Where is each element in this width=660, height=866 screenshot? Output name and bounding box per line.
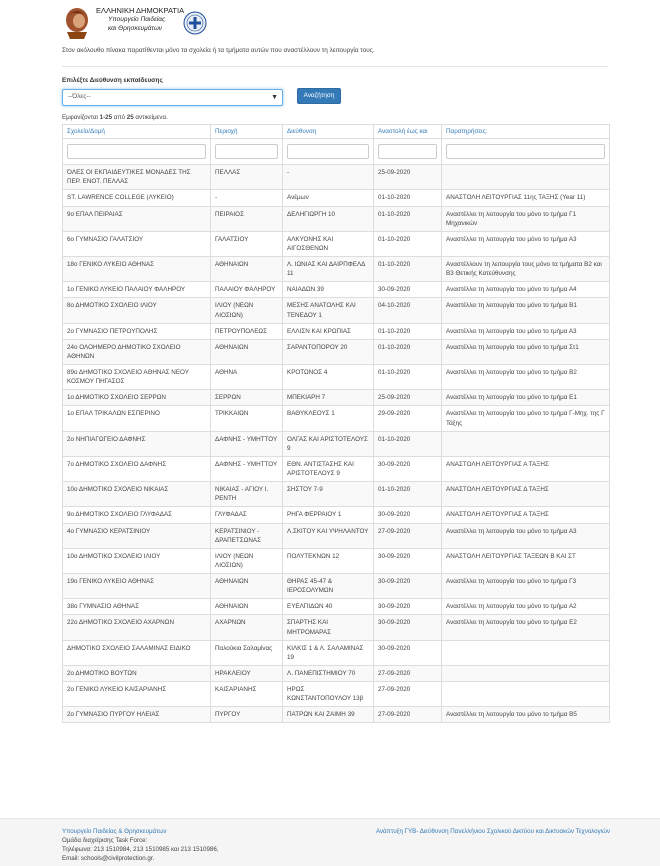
cell-suspension-date: 01-10-2020 xyxy=(374,206,442,231)
cell-notes xyxy=(442,665,610,681)
cell-suspension-date: 30-09-2020 xyxy=(374,507,442,523)
cell-address: ΕΛΛΙΣΝ ΚΑΙ ΚΡΩΠΙΑΣ xyxy=(283,323,374,339)
cell-school: 10ο ΔΗΜΟΤΙΚΟ ΣΧΟΛΕΙΟ ΝΙΚΑΙΑΣ xyxy=(63,482,211,507)
cell-suspension-date: 01-10-2020 xyxy=(374,190,442,206)
table-row xyxy=(63,574,610,599)
column-header-area[interactable]: Περιοχή xyxy=(211,125,283,139)
cell-school: 2ο ΝΗΠΙΑΓΩΓΕΙΟ ΔΑΦΝΗΣ xyxy=(63,431,211,456)
cell-suspension-date: 30-09-2020 xyxy=(374,615,442,640)
cell-suspension-date: 01-10-2020 xyxy=(374,482,442,507)
cell-address: ΜΕΣΗΣ ΑΝΑΤΟΛΗΣ ΚΑΙ ΤΕΝΕΔΟΥ 1 xyxy=(283,298,374,323)
cell-suspension-date: 27-09-2020 xyxy=(374,523,442,548)
cell-address: ΑΛΚΥΟΝΗΣ ΚΑΙ ΑΙΓΟΣΘΕΝΩΝ xyxy=(283,231,374,256)
cell-suspension-date: 30-09-2020 xyxy=(374,599,442,615)
cell-address: Ανέμων xyxy=(283,190,374,206)
cell-address: ΗΡΩΣ ΚΩΝΣΤΑΝΤΟΠΟΥΛΟΥ 13β xyxy=(283,682,374,707)
cell-suspension-date: 25-09-2020 xyxy=(374,165,442,190)
table-row xyxy=(63,482,610,507)
filter-cell xyxy=(211,139,283,165)
cell-notes: Αναστέλλει τη λειτουργία του μόνο το τμήμα Στ1 xyxy=(442,339,610,364)
cell-school: 2ο ΓΕΝΙΚΟ ΛΥΚΕΙΟ ΚΑΙΣΑΡΙΑΝΗΣ xyxy=(63,682,211,707)
cell-notes xyxy=(442,682,610,707)
cell-school: 9ο ΔΗΜΟΤΙΚΟ ΣΧΟΛΕΙΟ ΓΛΥΦΑΔΑΣ xyxy=(63,507,211,523)
ministry-name xyxy=(96,6,184,34)
cell-suspension-date: 01-10-2020 xyxy=(374,231,442,256)
cell-notes: Αναστέλλει τη λειτουργία του μόνο το τμήμα Β2 xyxy=(442,365,610,390)
table-row xyxy=(63,257,610,282)
cell-area: ΠΕΤΡΟΥΠΟΛΕΩΣ xyxy=(211,323,283,339)
filter-address-input[interactable] xyxy=(287,144,369,159)
cell-area: ΙΛΙΟΥ (ΝΕΩΝ ΛΙΟΣΙΩΝ) xyxy=(211,298,283,323)
cell-school: ΌΛΕΣ ΟΙ ΕΚΠΑΙΔΕΥΤΙΚΕΣ ΜΟΝΑΔΕΣ ΤΗΣ ΠΕΡ. ΕΝΟΤ. ΠΕΛΛΑΣ xyxy=(63,165,211,190)
cell-suspension-date: 27-09-2020 xyxy=(374,682,442,707)
cell-address: Λ. ΙΩΝΙΑΣ ΚΑΙ ΔΑΙΡΠΦΕΛΔ 11 xyxy=(283,257,374,282)
cell-address: ΚΡΟΤΩΝΟΣ 4 xyxy=(283,365,374,390)
cell-school: 9ο ΕΠΑΛ ΠΕΙΡΑΙΑΣ xyxy=(63,206,211,231)
search-button[interactable]: Αναζήτηση xyxy=(297,88,341,104)
cell-school: 4ο ΓΥΜΝΑΣΙΟ ΚΕΡΑΤΣΙΝΙΟΥ xyxy=(63,523,211,548)
filter-area-input[interactable] xyxy=(215,144,278,159)
cell-area: ΠΥΡΓΟΥ xyxy=(211,707,283,723)
column-header-suspension-date[interactable]: Αναστολή έως και xyxy=(374,125,442,139)
table-row xyxy=(63,390,610,406)
table-row xyxy=(63,507,610,523)
cell-address: ΟΛΓΑΣ ΚΑΙ ΑΡΙΣΤΟΤΕΛΟΥΣ 9 xyxy=(283,431,374,456)
table-row xyxy=(63,523,610,548)
cell-notes: Αναστέλλει τη λειτουργία του μόνο το τμήμα Ε1 xyxy=(442,390,610,406)
site-header xyxy=(62,6,184,42)
cell-suspension-date: 30-09-2020 xyxy=(374,282,442,298)
cell-area: ΗΡΑΚΛΕΙΟΥ xyxy=(211,665,283,681)
divider xyxy=(62,66,608,67)
cell-notes: Αναστέλλει τη λειτουργία του μόνο το τμήμα Β5 xyxy=(442,707,610,723)
cell-notes xyxy=(442,640,610,665)
table-row xyxy=(63,548,610,573)
footer-email: Email: schools@civilprotection.gr. xyxy=(62,854,155,862)
cell-suspension-date: 01-10-2020 xyxy=(374,365,442,390)
filter-cell xyxy=(374,139,442,165)
cell-address: - xyxy=(283,165,374,190)
cell-area: ΔΑΦΝΗΣ - ΥΜΗΤΤΟΥ xyxy=(211,431,283,456)
table-row xyxy=(63,406,610,431)
cell-suspension-date: 27-09-2020 xyxy=(374,665,442,681)
cell-notes: ΑΝΑΣΤΟΛΗ ΛΕΙΤΟΥΡΓΙΑΣ 11ης ΤΑΞΗΣ (Year 11) xyxy=(442,190,610,206)
table-header-row xyxy=(63,125,610,139)
cell-address: ΝΑΙΑΔΩΝ 39 xyxy=(283,282,374,298)
cell-notes: Αναστέλλει τη λειτουργία του μόνο το τμήμα Α3 xyxy=(442,231,610,256)
table-row xyxy=(63,298,610,323)
results-summary: Εμφανίζονται 1-25 από 25 αντικείμενα. xyxy=(62,114,168,121)
cell-notes: Αναστέλλει τη λειτουργία του μόνο το τμήμα Β1 xyxy=(442,298,610,323)
table-row xyxy=(63,431,610,456)
cell-notes: ΑΝΑΣΤΟΛΗ ΛΕΙΤΟΥΡΓΙΑΣ Δ ΤΑΞΗΣ xyxy=(442,482,610,507)
directorate-selected-value: --Όλες-- xyxy=(68,93,91,100)
table-row xyxy=(63,707,610,723)
cell-area: ΙΛΙΟΥ (ΝΕΩΝ ΛΙΟΣΙΩΝ) xyxy=(211,548,283,573)
cell-area: ΚΕΡΑΤΣΙΝΙΟΥ - ΔΡΑΠΕΤΣΩΝΑΣ xyxy=(211,523,283,548)
cell-area: ΣΕΡΡΩΝ xyxy=(211,390,283,406)
cell-area: ΠΕΙΡΑΙΟΣ xyxy=(211,206,283,231)
table-row xyxy=(63,365,610,390)
table-row xyxy=(63,323,610,339)
directorate-label: Επιλέξτε Διεύθυνση εκπαίδευσης xyxy=(62,77,163,84)
cell-notes: Αναστέλλει τη λειτουργία του μόνο το τμήμα Α3 xyxy=(442,523,610,548)
cell-school: 1ο ΕΠΑΛ ΤΡΙΚΑΛΩΝ ΕΣΠΕΡΙΝΟ xyxy=(63,406,211,431)
column-header-school[interactable]: Σχολείο/Δομή xyxy=(63,125,211,139)
cell-area: ΔΑΦΝΗΣ - ΥΜΗΤΤΟΥ xyxy=(211,456,283,481)
cell-area: ΑΘΗΝΑΙΩΝ xyxy=(211,574,283,599)
table-row xyxy=(63,599,610,615)
cell-suspension-date: 30-09-2020 xyxy=(374,548,442,573)
filter-cell xyxy=(63,139,211,165)
cell-address: ΡΗΓΑ ΦΕΡΡΑΙΟΥ 1 xyxy=(283,507,374,523)
cell-address: ΜΠΕΚΙΑΡΗ 7 xyxy=(283,390,374,406)
cell-area: ΑΘΗΝΑΙΩΝ xyxy=(211,339,283,364)
table-row xyxy=(63,190,610,206)
cell-area: - xyxy=(211,190,283,206)
cell-school: 18ο ΓΕΝΙΚΟ ΛΥΚΕΙΟ ΑΘΗΝΑΣ xyxy=(63,257,211,282)
table-row xyxy=(63,682,610,707)
cell-notes: ΑΝΑΣΤΟΛΗ ΛΕΙΤΟΥΡΓΙΑΣ Α ΤΑΞΗΣ xyxy=(442,507,610,523)
cell-suspension-date: 04-10-2020 xyxy=(374,298,442,323)
cell-area: ΤΡΙΚΚΑΙΩΝ xyxy=(211,406,283,431)
cell-school: ST. LAWRENCE COLLEGE (ΛΥΚΕΙΟ) xyxy=(63,190,211,206)
cell-address: ΚΙΛΚΙΣ 1 & Λ. ΣΑΛΑΜΙΝΑΣ 19 xyxy=(283,640,374,665)
directorate-select[interactable] xyxy=(62,89,283,106)
cell-notes: Αναστέλλει τη λειτουργία του μόνο το τμήμα Α3 xyxy=(442,323,610,339)
cell-notes: Αναστέλλει τη λειτουργία του μόνο το τμήμα Α4 xyxy=(442,282,610,298)
cell-address: ΔΕΛΗΓΙΩΡΓΗ 10 xyxy=(283,206,374,231)
cell-school: 1ο ΔΗΜΟΤΙΚΟ ΣΧΟΛΕΙΟ ΣΕΡΡΩΝ xyxy=(63,390,211,406)
footer-team: Ομάδα διαχείρισης Task Force: xyxy=(62,836,148,844)
cell-address: Λ. ΠΑΝΕΠΙΣΤΗΜΙΟΥ 70 xyxy=(283,665,374,681)
cell-school: 2ο ΔΗΜΟΤΙΚΟ ΒΟΥΤΩΝ xyxy=(63,665,211,681)
cell-notes xyxy=(442,165,610,190)
cell-school: 22ο ΔΗΜΟΤΙΚΟ ΣΧΟΛΕΙΟ ΑΧΑΡΝΩΝ xyxy=(63,615,211,640)
table-row xyxy=(63,165,610,190)
cell-area: ΠΕΛΛΑΣ xyxy=(211,165,283,190)
cell-school: 38ο ΓΥΜΝΑΣΙΟ ΑΘΗΝΑΣ xyxy=(63,599,211,615)
cell-address: ΘΗΡΑΣ 45-47 & ΙΕΡΟΣΟΛΥΜΩΝ xyxy=(283,574,374,599)
cell-notes: ΑΝΑΣΤΟΛΗ ΛΕΙΤΟΥΡΓΙΑΣ ΤΑΞΕΩΝ Β ΚΑΙ ΣΤ xyxy=(442,548,610,573)
header-line2: Υπουργείο Παιδείας xyxy=(108,16,166,24)
intro-text: Στον ακόλουθο πίνακα παρατίθενται μόνο τα σχολεία ή τα τμήματα αυτών που αναστέλλουν τη λειτουργία τους. xyxy=(62,47,375,54)
filter-cell xyxy=(283,139,374,165)
cell-area: ΑΘΗΝΑΙΩΝ xyxy=(211,257,283,282)
column-header-notes[interactable]: Παρατηρήσεις: xyxy=(442,125,610,139)
header-line1: ΕΛΛΗΝΙΚΗ ΔΗΜΟΚΡΑΤΙΑ xyxy=(96,6,185,15)
cell-address: ΠΑΤΡΩΝ ΚΑΙ ΖΑΙΜΗ 39 xyxy=(283,707,374,723)
cell-suspension-date: 01-10-2020 xyxy=(374,257,442,282)
cell-school: ΔΗΜΟΤΙΚΟ ΣΧΟΛΕΙΟ ΣΑΛΑΜΙΝΑΣ ΕΙΔΙΚΟ xyxy=(63,640,211,665)
athena-logo-icon xyxy=(62,6,92,40)
cell-suspension-date: 25-09-2020 xyxy=(374,390,442,406)
cell-notes: Αναστέλλει τη λειτουργία του μόνο το τμήμα Γ-Μηχ. της Γ Τάξης xyxy=(442,406,610,431)
cell-address: ΣΗΣΤΟΥ 7-9 xyxy=(283,482,374,507)
dropdown-arrow-icon: ▼ xyxy=(271,94,278,101)
filter-row xyxy=(63,139,610,165)
cell-school: 8ο ΔΗΜΟΤΙΚΟ ΣΧΟΛΕΙΟ ΙΛΙΟΥ xyxy=(63,298,211,323)
cell-address: ΣΠΑΡΤΗΣ ΚΑΙ ΜΗΤΡΟΜΑΡΑΣ xyxy=(283,615,374,640)
table-row xyxy=(63,665,610,681)
cell-area: Παλούκια Σαλαμίνας xyxy=(211,640,283,665)
cell-address: ΕΘΝ. ΑΝΤΙΣΤΑΣΗΣ ΚΑΙ ΑΡΙΣΤΟΤΕΛΟΥΣ 9 xyxy=(283,456,374,481)
cell-area: ΑΘΗΝΑ xyxy=(211,365,283,390)
footer-contact xyxy=(62,828,219,864)
cell-notes: Αναστέλλει τη λειτουργία του μόνο το τμήμα Α2 xyxy=(442,599,610,615)
cell-notes: Αναστέλλει τη λειτουργία του μόνο το τμήμα Γ1 Μηχανικών xyxy=(442,206,610,231)
cell-school: 6ο ΓΥΜΝΑΣΙΟ ΓΑΛΑΤΣΙΟΥ xyxy=(63,231,211,256)
cell-notes: Αναστέλλουν τη λειτουργία τους μόνο τα τμήματα Β2 και Β3 Θετικής Κατεύθυνσης xyxy=(442,257,610,282)
cell-notes xyxy=(442,431,610,456)
cell-school: 1ο ΓΕΝΙΚΟ ΛΥΚΕΙΟ ΠΑΛΑΙΟΥ ΦΑΛΗΡΟΥ xyxy=(63,282,211,298)
cell-school: 2ο ΓΥΜΝΑΣΙΟ ΠΥΡΓΟΥ ΗΛΕΙΑΣ xyxy=(63,707,211,723)
table-row xyxy=(63,231,610,256)
cell-suspension-date: 29-09-2020 xyxy=(374,406,442,431)
cell-suspension-date: 01-10-2020 xyxy=(374,339,442,364)
cell-area: ΑΧΑΡΝΩΝ xyxy=(211,615,283,640)
cell-suspension-date: 27-09-2020 xyxy=(374,707,442,723)
cell-address: ΒΑΘΥΚΛΕΟΥΣ 1 xyxy=(283,406,374,431)
cell-suspension-date: 30-09-2020 xyxy=(374,640,442,665)
filter-date-input[interactable] xyxy=(378,144,437,159)
footer-developer-link[interactable]: Ανάπτυξη ΓΥΒ- Διεύθυνση Πανελλήνιου Σχολικού Δικτύου και Δικτυακών Τεχνολογιών xyxy=(375,828,610,835)
cell-suspension-date: 30-09-2020 xyxy=(374,574,442,599)
cell-suspension-date: 01-10-2020 xyxy=(374,431,442,456)
table-row xyxy=(63,456,610,481)
cell-address: ΠΟΛΥΤΕΚΝΩΝ 12 xyxy=(283,548,374,573)
cell-area: ΓΑΛΑΤΣΙΟΥ xyxy=(211,231,283,256)
cell-suspension-date: 01-10-2020 xyxy=(374,323,442,339)
greek-seal-icon xyxy=(183,11,207,35)
table-row xyxy=(63,206,610,231)
cell-address: ΕΥΕΛΠΙΔΩΝ 40 xyxy=(283,599,374,615)
footer-phones: Τηλέφωνα: 213 1510984, 213 1510985 και 213 1510986, xyxy=(62,845,219,853)
cell-school: 19ο ΓΕΝΙΚΟ ΛΥΚΕΙΟ ΑΘΗΝΑΣ xyxy=(63,574,211,599)
table-row xyxy=(63,615,610,640)
cell-address: ΣΑΡΑΝΤΟΠΟΡΟΥ 20 xyxy=(283,339,374,364)
footer-ministry-link[interactable]: Υπουργείο Παιδείας & Θρησκευμάτων xyxy=(62,828,167,835)
cell-area: ΓΛΥΦΑΔΑΣ xyxy=(211,507,283,523)
cell-area: ΠΑΛΑΙΟΥ ΦΑΛΗΡΟΥ xyxy=(211,282,283,298)
suspended-schools-table xyxy=(62,124,610,723)
cell-area: ΑΘΗΝΑΙΩΝ xyxy=(211,599,283,615)
cell-notes: Αναστέλλει τη λειτουργία του μόνο το τμήμα Ε2 xyxy=(442,615,610,640)
column-header-address[interactable]: Διεύθυνση xyxy=(283,125,374,139)
cell-school: 2ο ΓΥΜΝΑΣΙΟ ΠΕΤΡΟΥΠΟΛΗΣ xyxy=(63,323,211,339)
cell-suspension-date: 30-09-2020 xyxy=(374,456,442,481)
cell-school: 10ο ΔΗΜΟΤΙΚΟ ΣΧΟΛΕΙΟ ΙΛΙΟΥ xyxy=(63,548,211,573)
cell-school: 24ο ΟΛΟΗΜΕΡΟ ΔΗΜΟΤΙΚΟ ΣΧΟΛΕΙΟ ΑΘΗΝΩΝ xyxy=(63,339,211,364)
cell-notes: ΑΝΑΣΤΟΛΗ ΛΕΙΤΟΥΡΓΙΑΣ Α ΤΑΞΗΣ xyxy=(442,456,610,481)
filter-school-input[interactable] xyxy=(67,144,206,159)
cell-school: 89ο ΔΗΜΟΤΙΚΟ ΣΧΟΛΕΙΟ ΑΘΗΝΑΣ ΝΕΟΥ ΚΟΣΜΟΥ ΠΗΓΑΣΟΣ xyxy=(63,365,211,390)
cell-notes: Αναστέλλει τη λειτουργία του μόνο το τμήμα Γ3 xyxy=(442,574,610,599)
cell-area: ΝΙΚΑΙΑΣ - ΑΓΙΟΥ Ι. ΡΕΝΤΗ xyxy=(211,482,283,507)
filter-notes-input[interactable] xyxy=(446,144,605,159)
table-row xyxy=(63,282,610,298)
table-row xyxy=(63,640,610,665)
table-row xyxy=(63,339,610,364)
filter-cell xyxy=(442,139,610,165)
header-line3: και Θρησκευμάτων xyxy=(108,24,163,32)
cell-address: Λ.ΣΚΙΤΟΥ ΚΑΙ ΥΨΗΛΑΝΤΟΥ xyxy=(283,523,374,548)
cell-area: ΚΑΙΣΑΡΙΑΝΗΣ xyxy=(211,682,283,707)
cell-school: 7ο ΔΗΜΟΤΙΚΟ ΣΧΟΛΕΙΟ ΔΑΦΝΗΣ xyxy=(63,456,211,481)
site-footer xyxy=(0,818,660,866)
